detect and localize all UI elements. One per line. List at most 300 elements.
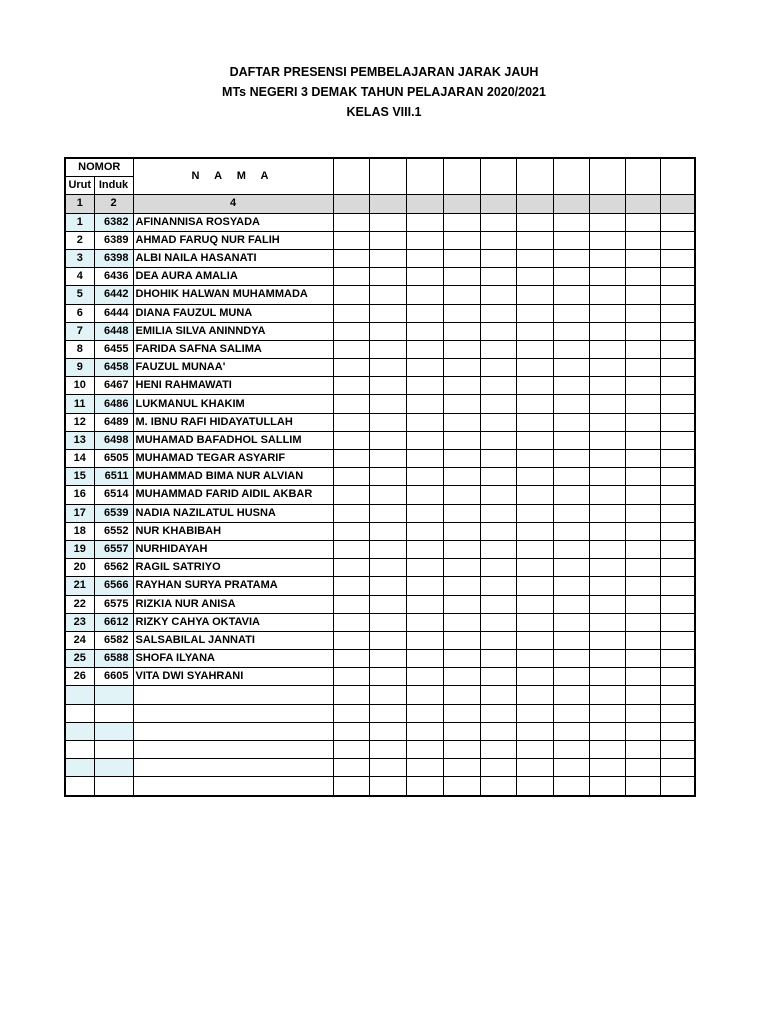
attendance-cell[interactable] [516, 395, 553, 413]
attendance-cell[interactable] [443, 286, 480, 304]
attendance-cell[interactable] [333, 486, 369, 504]
attendance-cell[interactable] [443, 504, 480, 522]
attendance-cell[interactable] [553, 722, 589, 740]
attendance-cell[interactable] [553, 304, 589, 322]
attendance-cell[interactable] [443, 668, 480, 686]
attendance-cell[interactable] [625, 322, 660, 340]
attendance-cell[interactable] [553, 504, 589, 522]
attendance-cell[interactable] [660, 395, 695, 413]
attendance-cell[interactable] [333, 395, 369, 413]
attendance-cell[interactable] [625, 540, 660, 558]
attendance-cell[interactable] [589, 249, 625, 267]
attendance-cell[interactable] [589, 450, 625, 468]
attendance-cell[interactable] [369, 559, 406, 577]
attendance-cell[interactable] [369, 413, 406, 431]
attendance-cell[interactable] [480, 359, 516, 377]
attendance-cell[interactable] [660, 304, 695, 322]
attendance-cell[interactable] [660, 577, 695, 595]
attendance-cell[interactable] [480, 540, 516, 558]
attendance-cell[interactable] [660, 268, 695, 286]
attendance-cell[interactable] [516, 268, 553, 286]
attendance-cell[interactable] [553, 431, 589, 449]
attendance-cell[interactable] [516, 613, 553, 631]
attendance-cell[interactable] [589, 304, 625, 322]
attendance-cell[interactable] [406, 413, 443, 431]
attendance-cell[interactable] [553, 322, 589, 340]
attendance-cell[interactable] [625, 686, 660, 704]
attendance-cell[interactable] [333, 231, 369, 249]
date-column-header[interactable] [516, 158, 553, 195]
attendance-cell[interactable] [443, 559, 480, 577]
attendance-cell[interactable] [553, 450, 589, 468]
attendance-cell[interactable] [369, 431, 406, 449]
date-column-header[interactable] [480, 158, 516, 195]
attendance-cell[interactable] [625, 231, 660, 249]
attendance-cell[interactable] [443, 413, 480, 431]
attendance-cell[interactable] [553, 631, 589, 649]
attendance-cell[interactable] [553, 231, 589, 249]
attendance-cell[interactable] [333, 777, 369, 796]
attendance-cell[interactable] [443, 759, 480, 777]
date-column-header[interactable] [443, 158, 480, 195]
attendance-cell[interactable] [625, 577, 660, 595]
attendance-cell[interactable] [660, 249, 695, 267]
attendance-cell[interactable] [333, 504, 369, 522]
attendance-cell[interactable] [625, 268, 660, 286]
attendance-cell[interactable] [516, 759, 553, 777]
attendance-cell[interactable] [660, 559, 695, 577]
attendance-cell[interactable] [333, 595, 369, 613]
date-column-header[interactable] [625, 158, 660, 195]
attendance-cell[interactable] [443, 595, 480, 613]
attendance-cell[interactable] [406, 249, 443, 267]
attendance-cell[interactable] [443, 613, 480, 631]
attendance-cell[interactable] [480, 268, 516, 286]
date-column-header[interactable] [333, 158, 369, 195]
attendance-cell[interactable] [443, 395, 480, 413]
attendance-cell[interactable] [553, 759, 589, 777]
attendance-cell[interactable] [443, 322, 480, 340]
attendance-cell[interactable] [660, 431, 695, 449]
attendance-cell[interactable] [480, 559, 516, 577]
date-column-header[interactable] [553, 158, 589, 195]
attendance-cell[interactable] [406, 486, 443, 504]
attendance-cell[interactable] [369, 504, 406, 522]
attendance-cell[interactable] [553, 777, 589, 796]
attendance-cell[interactable] [660, 504, 695, 522]
attendance-cell[interactable] [589, 413, 625, 431]
attendance-cell[interactable] [553, 704, 589, 722]
attendance-cell[interactable] [333, 650, 369, 668]
attendance-cell[interactable] [625, 431, 660, 449]
attendance-cell[interactable] [406, 595, 443, 613]
attendance-cell[interactable] [625, 340, 660, 358]
attendance-cell[interactable] [480, 304, 516, 322]
attendance-cell[interactable] [480, 413, 516, 431]
attendance-cell[interactable] [406, 722, 443, 740]
attendance-cell[interactable] [406, 395, 443, 413]
attendance-cell[interactable] [625, 395, 660, 413]
attendance-cell[interactable] [369, 359, 406, 377]
attendance-cell[interactable] [443, 304, 480, 322]
attendance-cell[interactable] [625, 704, 660, 722]
attendance-cell[interactable] [480, 431, 516, 449]
attendance-cell[interactable] [443, 213, 480, 231]
attendance-cell[interactable] [480, 286, 516, 304]
attendance-cell[interactable] [443, 340, 480, 358]
attendance-cell[interactable] [660, 540, 695, 558]
attendance-cell[interactable] [553, 340, 589, 358]
attendance-cell[interactable] [516, 431, 553, 449]
attendance-cell[interactable] [516, 486, 553, 504]
attendance-cell[interactable] [660, 631, 695, 649]
attendance-cell[interactable] [625, 777, 660, 796]
attendance-cell[interactable] [480, 722, 516, 740]
attendance-cell[interactable] [480, 249, 516, 267]
attendance-cell[interactable] [369, 395, 406, 413]
attendance-cell[interactable] [660, 413, 695, 431]
attendance-cell[interactable] [553, 668, 589, 686]
attendance-cell[interactable] [406, 431, 443, 449]
attendance-cell[interactable] [333, 559, 369, 577]
attendance-cell[interactable] [443, 540, 480, 558]
attendance-cell[interactable] [625, 650, 660, 668]
attendance-cell[interactable] [589, 286, 625, 304]
attendance-cell[interactable] [480, 377, 516, 395]
attendance-cell[interactable] [333, 431, 369, 449]
attendance-cell[interactable] [516, 377, 553, 395]
attendance-cell[interactable] [443, 468, 480, 486]
attendance-cell[interactable] [333, 741, 369, 759]
attendance-cell[interactable] [406, 213, 443, 231]
attendance-cell[interactable] [660, 231, 695, 249]
attendance-cell[interactable] [443, 577, 480, 595]
attendance-cell[interactable] [625, 450, 660, 468]
attendance-cell[interactable] [369, 631, 406, 649]
attendance-cell[interactable] [480, 577, 516, 595]
attendance-cell[interactable] [553, 249, 589, 267]
attendance-cell[interactable] [333, 668, 369, 686]
attendance-cell[interactable] [480, 686, 516, 704]
attendance-cell[interactable] [406, 304, 443, 322]
attendance-cell[interactable] [660, 741, 695, 759]
attendance-cell[interactable] [369, 595, 406, 613]
attendance-cell[interactable] [480, 668, 516, 686]
attendance-cell[interactable] [443, 486, 480, 504]
attendance-cell[interactable] [443, 359, 480, 377]
attendance-cell[interactable] [480, 741, 516, 759]
attendance-cell[interactable] [406, 468, 443, 486]
attendance-cell[interactable] [480, 213, 516, 231]
attendance-cell[interactable] [625, 468, 660, 486]
attendance-cell[interactable] [406, 286, 443, 304]
attendance-cell[interactable] [660, 286, 695, 304]
attendance-cell[interactable] [516, 668, 553, 686]
attendance-cell[interactable] [406, 377, 443, 395]
attendance-cell[interactable] [516, 231, 553, 249]
attendance-cell[interactable] [660, 468, 695, 486]
date-column-header[interactable] [406, 158, 443, 195]
attendance-cell[interactable] [480, 322, 516, 340]
attendance-cell[interactable] [369, 722, 406, 740]
attendance-cell[interactable] [443, 249, 480, 267]
attendance-cell[interactable] [333, 304, 369, 322]
attendance-cell[interactable] [369, 450, 406, 468]
attendance-cell[interactable] [406, 759, 443, 777]
attendance-cell[interactable] [443, 741, 480, 759]
attendance-cell[interactable] [625, 213, 660, 231]
attendance-cell[interactable] [625, 413, 660, 431]
attendance-cell[interactable] [406, 322, 443, 340]
attendance-cell[interactable] [369, 268, 406, 286]
attendance-cell[interactable] [660, 213, 695, 231]
attendance-cell[interactable] [589, 359, 625, 377]
attendance-cell[interactable] [553, 359, 589, 377]
attendance-cell[interactable] [625, 377, 660, 395]
attendance-cell[interactable] [625, 504, 660, 522]
attendance-cell[interactable] [589, 595, 625, 613]
attendance-cell[interactable] [553, 468, 589, 486]
attendance-cell[interactable] [553, 486, 589, 504]
attendance-cell[interactable] [369, 340, 406, 358]
attendance-cell[interactable] [443, 522, 480, 540]
attendance-cell[interactable] [589, 741, 625, 759]
attendance-cell[interactable] [406, 540, 443, 558]
attendance-cell[interactable] [553, 595, 589, 613]
attendance-cell[interactable] [516, 504, 553, 522]
attendance-cell[interactable] [660, 340, 695, 358]
attendance-cell[interactable] [443, 704, 480, 722]
attendance-cell[interactable] [553, 213, 589, 231]
attendance-cell[interactable] [660, 650, 695, 668]
attendance-cell[interactable] [406, 577, 443, 595]
attendance-cell[interactable] [480, 504, 516, 522]
attendance-cell[interactable] [589, 559, 625, 577]
date-column-header[interactable] [589, 158, 625, 195]
attendance-cell[interactable] [333, 613, 369, 631]
attendance-cell[interactable] [406, 777, 443, 796]
attendance-cell[interactable] [369, 704, 406, 722]
attendance-cell[interactable] [480, 522, 516, 540]
attendance-cell[interactable] [660, 522, 695, 540]
attendance-cell[interactable] [443, 722, 480, 740]
attendance-cell[interactable] [553, 377, 589, 395]
attendance-cell[interactable] [333, 359, 369, 377]
attendance-cell[interactable] [369, 613, 406, 631]
attendance-cell[interactable] [553, 686, 589, 704]
attendance-cell[interactable] [625, 722, 660, 740]
attendance-cell[interactable] [589, 777, 625, 796]
attendance-cell[interactable] [625, 522, 660, 540]
attendance-cell[interactable] [516, 286, 553, 304]
attendance-cell[interactable] [660, 359, 695, 377]
attendance-cell[interactable] [480, 595, 516, 613]
attendance-cell[interactable] [625, 595, 660, 613]
attendance-cell[interactable] [443, 431, 480, 449]
attendance-cell[interactable] [553, 413, 589, 431]
attendance-cell[interactable] [660, 777, 695, 796]
attendance-cell[interactable] [553, 741, 589, 759]
attendance-cell[interactable] [660, 759, 695, 777]
attendance-cell[interactable] [369, 741, 406, 759]
attendance-cell[interactable] [443, 631, 480, 649]
attendance-cell[interactable] [443, 450, 480, 468]
attendance-cell[interactable] [553, 268, 589, 286]
attendance-cell[interactable] [553, 559, 589, 577]
attendance-cell[interactable] [333, 286, 369, 304]
attendance-cell[interactable] [406, 522, 443, 540]
attendance-cell[interactable] [589, 340, 625, 358]
date-column-header[interactable] [369, 158, 406, 195]
attendance-cell[interactable] [406, 359, 443, 377]
attendance-cell[interactable] [516, 522, 553, 540]
attendance-cell[interactable] [369, 231, 406, 249]
attendance-cell[interactable] [443, 686, 480, 704]
attendance-cell[interactable] [406, 613, 443, 631]
attendance-cell[interactable] [406, 668, 443, 686]
attendance-cell[interactable] [480, 340, 516, 358]
attendance-cell[interactable] [480, 777, 516, 796]
attendance-cell[interactable] [333, 249, 369, 267]
attendance-cell[interactable] [516, 595, 553, 613]
attendance-cell[interactable] [369, 650, 406, 668]
attendance-cell[interactable] [333, 759, 369, 777]
attendance-cell[interactable] [660, 486, 695, 504]
date-column-header[interactable] [660, 158, 695, 195]
attendance-cell[interactable] [589, 722, 625, 740]
attendance-cell[interactable] [589, 613, 625, 631]
attendance-cell[interactable] [333, 377, 369, 395]
attendance-cell[interactable] [516, 722, 553, 740]
attendance-cell[interactable] [589, 395, 625, 413]
attendance-cell[interactable] [369, 468, 406, 486]
attendance-cell[interactable] [480, 613, 516, 631]
attendance-cell[interactable] [369, 777, 406, 796]
attendance-cell[interactable] [660, 668, 695, 686]
attendance-cell[interactable] [369, 249, 406, 267]
attendance-cell[interactable] [589, 522, 625, 540]
attendance-cell[interactable] [443, 777, 480, 796]
attendance-cell[interactable] [480, 650, 516, 668]
attendance-cell[interactable] [660, 595, 695, 613]
attendance-cell[interactable] [480, 395, 516, 413]
attendance-cell[interactable] [480, 704, 516, 722]
attendance-cell[interactable] [516, 413, 553, 431]
attendance-cell[interactable] [369, 522, 406, 540]
attendance-cell[interactable] [516, 340, 553, 358]
attendance-cell[interactable] [333, 340, 369, 358]
attendance-cell[interactable] [660, 322, 695, 340]
attendance-cell[interactable] [406, 450, 443, 468]
attendance-cell[interactable] [589, 540, 625, 558]
attendance-cell[interactable] [553, 286, 589, 304]
attendance-cell[interactable] [625, 559, 660, 577]
attendance-cell[interactable] [406, 231, 443, 249]
attendance-cell[interactable] [480, 468, 516, 486]
attendance-cell[interactable] [333, 413, 369, 431]
attendance-cell[interactable] [589, 486, 625, 504]
attendance-cell[interactable] [553, 522, 589, 540]
attendance-cell[interactable] [625, 286, 660, 304]
attendance-cell[interactable] [406, 559, 443, 577]
attendance-cell[interactable] [660, 377, 695, 395]
attendance-cell[interactable] [660, 613, 695, 631]
attendance-cell[interactable] [589, 504, 625, 522]
attendance-cell[interactable] [625, 613, 660, 631]
attendance-cell[interactable] [516, 359, 553, 377]
attendance-cell[interactable] [406, 686, 443, 704]
attendance-cell[interactable] [333, 450, 369, 468]
attendance-cell[interactable] [589, 431, 625, 449]
attendance-cell[interactable] [333, 577, 369, 595]
attendance-cell[interactable] [516, 704, 553, 722]
attendance-cell[interactable] [369, 304, 406, 322]
attendance-cell[interactable] [516, 249, 553, 267]
attendance-cell[interactable] [369, 577, 406, 595]
attendance-cell[interactable] [660, 722, 695, 740]
attendance-cell[interactable] [553, 613, 589, 631]
attendance-cell[interactable] [589, 377, 625, 395]
attendance-cell[interactable] [516, 304, 553, 322]
attendance-cell[interactable] [625, 668, 660, 686]
attendance-cell[interactable] [625, 359, 660, 377]
attendance-cell[interactable] [406, 268, 443, 286]
attendance-cell[interactable] [443, 231, 480, 249]
attendance-cell[interactable] [516, 577, 553, 595]
attendance-cell[interactable] [369, 377, 406, 395]
attendance-cell[interactable] [333, 468, 369, 486]
attendance-cell[interactable] [369, 322, 406, 340]
attendance-cell[interactable] [333, 322, 369, 340]
attendance-cell[interactable] [660, 686, 695, 704]
attendance-cell[interactable] [553, 540, 589, 558]
attendance-cell[interactable] [516, 686, 553, 704]
attendance-cell[interactable] [516, 450, 553, 468]
attendance-cell[interactable] [333, 631, 369, 649]
attendance-cell[interactable] [406, 741, 443, 759]
attendance-cell[interactable] [406, 504, 443, 522]
attendance-cell[interactable] [625, 741, 660, 759]
attendance-cell[interactable] [625, 631, 660, 649]
attendance-cell[interactable] [589, 577, 625, 595]
attendance-cell[interactable] [589, 704, 625, 722]
attendance-cell[interactable] [333, 268, 369, 286]
attendance-cell[interactable] [406, 650, 443, 668]
attendance-cell[interactable] [660, 450, 695, 468]
attendance-cell[interactable] [589, 322, 625, 340]
attendance-cell[interactable] [369, 668, 406, 686]
attendance-cell[interactable] [333, 522, 369, 540]
attendance-cell[interactable] [516, 631, 553, 649]
attendance-cell[interactable] [480, 450, 516, 468]
attendance-cell[interactable] [516, 650, 553, 668]
attendance-cell[interactable] [589, 468, 625, 486]
attendance-cell[interactable] [443, 650, 480, 668]
attendance-cell[interactable] [333, 540, 369, 558]
attendance-cell[interactable] [480, 631, 516, 649]
attendance-cell[interactable] [516, 777, 553, 796]
attendance-cell[interactable] [516, 322, 553, 340]
attendance-cell[interactable] [589, 759, 625, 777]
attendance-cell[interactable] [553, 577, 589, 595]
attendance-cell[interactable] [369, 540, 406, 558]
attendance-cell[interactable] [516, 741, 553, 759]
attendance-cell[interactable] [625, 486, 660, 504]
attendance-cell[interactable] [406, 631, 443, 649]
attendance-cell[interactable] [333, 213, 369, 231]
attendance-cell[interactable] [480, 759, 516, 777]
attendance-cell[interactable] [333, 704, 369, 722]
